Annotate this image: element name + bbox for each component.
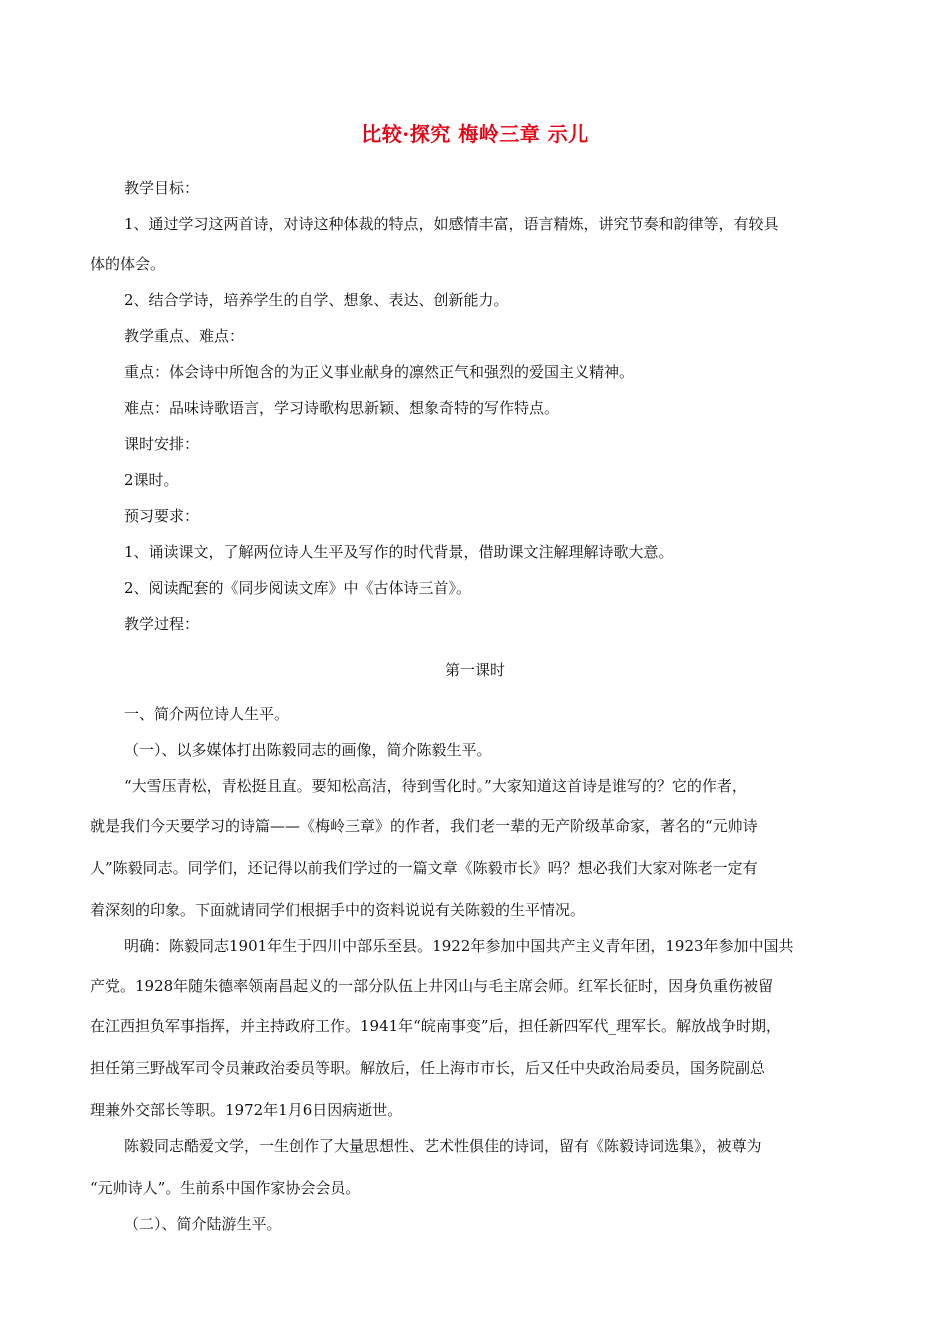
heading-process: 教学过程： xyxy=(124,615,200,633)
paragraph-line: （一）、以多媒体打出陈毅同志的画像，简介陈毅生平。 xyxy=(124,741,492,759)
paragraph-line: 明确：陈毅同志1901年生于四川中部乐至县。1922年参加中国共产主义青年团，1923年参加中国共 xyxy=(124,937,794,955)
paragraph-line: 陈毅同志酷爱文学，一生创作了大量思想性、艺术性俱佳的诗词，留有《陈毅诗词选集》，被尊为 xyxy=(124,1137,762,1155)
paragraph-line: 重点：体会诗中所饱含的为正义事业献身的凛然正气和强烈的爱国主义精神。 xyxy=(124,363,635,381)
paragraph-line: 在江西担负军事指挥，并主持政府工作。1941年“皖南事变”后，担任新四军代_理军长。解放战争时期， xyxy=(90,1017,782,1035)
paragraph-line: （二）、简介陆游生平。 xyxy=(124,1215,282,1233)
paragraph-line: 2课时。 xyxy=(124,471,179,489)
paragraph-line: 难点：品味诗歌语言，学习诗歌构思新颖、想象奇特的写作特点。 xyxy=(124,399,560,417)
paragraph-line: 担任第三野战军司令员兼政治委员等职。解放后，任上海市市长，后又任中央政治局委员，国务院副总 xyxy=(90,1059,766,1077)
heading-objectives: 教学目标： xyxy=(124,179,200,197)
paragraph-line: 理兼外交部长等职。1972年1月6日因病逝世。 xyxy=(90,1101,403,1119)
paragraph-line: 一、简介两位诗人生平。 xyxy=(124,705,290,723)
paragraph-line: “大雪压青松，青松挺且直。要知松高洁，待到雪化时。”大家知道这首诗是谁写的？它的作者， xyxy=(124,777,747,795)
paragraph-line: 2、阅读配套的《同步阅读文库》中《古体诗三首》。 xyxy=(124,579,472,597)
heading-schedule: 课时安排： xyxy=(124,435,200,453)
document-title: 比较·探究 梅岭三章 示儿 xyxy=(361,122,589,146)
paragraph-line: 1、通过学习这两首诗，对诗这种体裁的特点，如感情丰富，语言精炼，讲究节奏和韵律等，有较具 xyxy=(124,215,779,233)
paragraph-line: 2、结合学诗，培养学生的自学、想象、表达、创新能力。 xyxy=(124,291,509,309)
section-heading-first-lesson: 第一课时 xyxy=(444,661,505,679)
heading-preview: 预习要求： xyxy=(124,507,200,525)
paragraph-line: “元帅诗人”。生前系中国作家协会会员。 xyxy=(90,1179,361,1197)
paragraph-line: 产党。1928年随朱德率领南昌起义的一部分队伍上井冈山与毛主席会师。红军长征时，因身负重伤被留 xyxy=(90,977,774,995)
heading-key-points: 教学重点、难点： xyxy=(124,327,245,345)
paragraph-line: 体的体会。 xyxy=(90,255,166,273)
paragraph-line: 人”陈毅同志。同学们，还记得以前我们学过的一篇文章《陈毅市长》吗？想必我们大家对陈老一定有 xyxy=(90,859,758,877)
paragraph-line: 就是我们今天要学习的诗篇——《梅岭三章》的作者，我们老一辈的无产阶级革命家，著名的“元帅诗 xyxy=(90,817,758,835)
paragraph-line: 1、诵读课文，了解两位诗人生平及写作的时代背景，借助课文注解理解诗歌大意。 xyxy=(124,543,674,561)
paragraph-line: 着深刻的印象。下面就请同学们根据手中的资料说说有关陈毅的生平情况。 xyxy=(90,901,586,919)
